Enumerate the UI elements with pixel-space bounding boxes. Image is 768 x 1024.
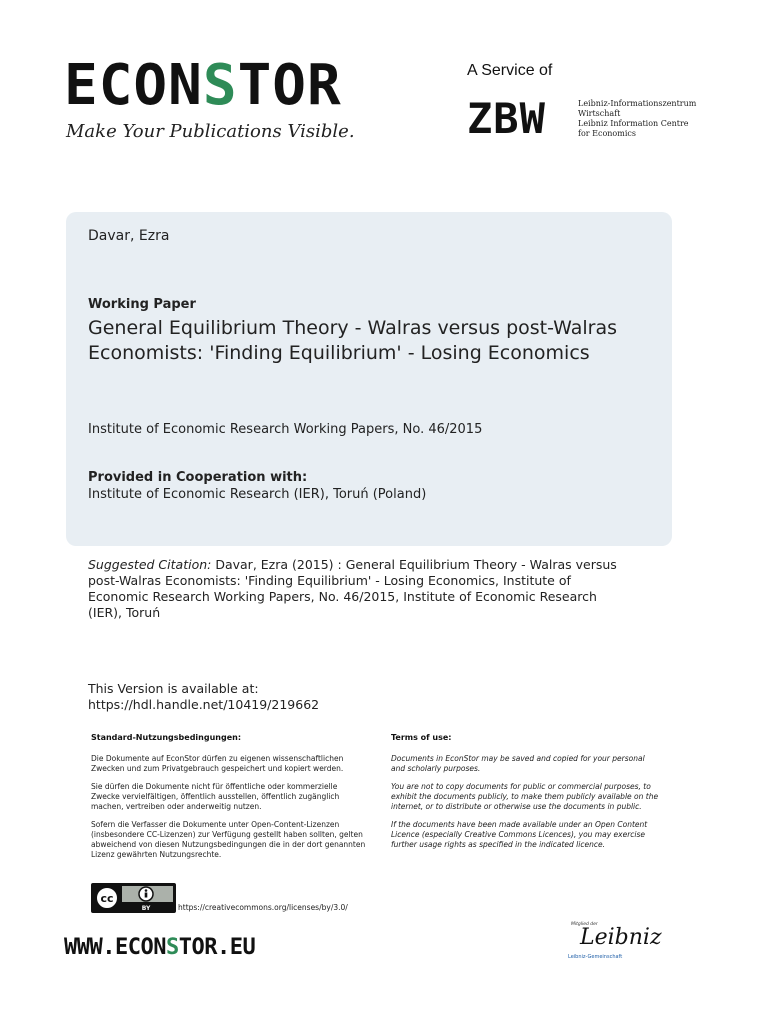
- handle-link[interactable]: https://hdl.handle.net/10419/219662: [88, 697, 320, 712]
- document-type: Working Paper: [88, 297, 196, 312]
- leibniz-gemeinschaft-label: Leibniz-Gemeinschaft: [568, 954, 623, 960]
- cc-text: cc: [100, 892, 114, 905]
- series-info: Institute of Economic Research Working Papers, No. 46/2015: [88, 422, 483, 437]
- econstor-logo[interactable]: [64, 53, 342, 118]
- logo-text-1: ECON: [64, 53, 203, 118]
- author: Davar, Ezra: [88, 228, 170, 244]
- zbw-line: Wirtschaft: [578, 109, 621, 118]
- terms-en: [391, 733, 661, 858]
- terms-de: [91, 733, 366, 868]
- logo-text-accent: S: [202, 53, 238, 118]
- provided-label: Provided in Cooperation with:: [88, 470, 308, 485]
- citation-label: Suggested Citation:: [88, 557, 212, 572]
- paper-title: General Equilibrium Theory - Walras versus post-Walras Economists: 'Finding Equilibrium' - Losing Economics: [88, 317, 618, 364]
- citation-text: Davar, Ezra (2015) : General Equilibrium Theory - Walras versus post-Walras Economists: 'Finding Equilibrium' - Losing Economics, Institute of Economic Research Working Papers, No. 46/2015, Institute of Economic Research (IER), Toruń: [88, 557, 617, 620]
- footer-url-1: WWW.ECON: [64, 935, 166, 960]
- terms-de-paragraph: Sie dürfen die Dokumente nicht für öffentliche oder kommerzielle Zwecke vervielfältigen, öffentlich ausstellen, öffentlich zugänglich machen, vertreiben oder anderweitig nutzen.: [91, 782, 340, 811]
- zbw-line: Leibniz Information Centre: [578, 119, 689, 128]
- zbw-line: for Economics: [578, 129, 636, 138]
- version-label: This Version is available at:: [88, 681, 259, 696]
- cc-by-badge[interactable]: [91, 883, 176, 913]
- license-link[interactable]: https://creativecommons.org/licenses/by/3.0/: [178, 903, 348, 912]
- zbw-logo[interactable]: ZBW: [467, 94, 546, 143]
- slogan: Make Your Publications Visible.: [66, 121, 355, 142]
- zbw-line: Leibniz-Informationszentrum: [578, 99, 697, 108]
- leibniz-logo: Leibniz: [580, 925, 662, 950]
- terms-en-paragraph: You are not to copy documents for public or commercial purposes, to exhibit the documents publicly, to make them publicly available on the internet, or to distribute or otherwise use the documents in public.: [391, 782, 659, 811]
- terms-de-heading: Standard-Nutzungsbedingungen:: [91, 733, 242, 742]
- service-label: A Service of: [467, 62, 553, 79]
- cc-by-icon: [92, 884, 175, 912]
- by-text: BY: [141, 905, 151, 912]
- footer-url-2: TOR.EU: [178, 935, 256, 960]
- provided-institution: Institute of Economic Research (IER), Toruń (Poland): [88, 487, 427, 502]
- terms-en-paragraph: If the documents have been made available under an Open Content Licence (especially Creative Commons Licences), you may exercise further usage rights as specified in the indicated licence.: [391, 820, 648, 849]
- terms-de-paragraph: Sofern die Verfasser die Dokumente unter Open-Content-Lizenzen (insbesondere CC-Lizenzen) zur Verfügung gestellt haben sollten, gelten abweichend von diesen Nutzungsbedingungen die in der dort genannten Lizenz gewährten Nutzungsrechte.: [91, 820, 366, 859]
- logo-text-2: TOR: [237, 53, 342, 118]
- suggested-citation: [88, 557, 628, 621]
- terms-en-paragraph: Documents in EconStor may be saved and copied for your personal and scholarly purposes.: [391, 754, 645, 773]
- terms-en-heading: Terms of use:: [391, 733, 452, 742]
- footer-url-accent: S: [165, 935, 179, 960]
- leibniz-member-label: Mitglied der: [571, 922, 598, 927]
- zbw-name: [578, 99, 696, 139]
- econstor-url[interactable]: [64, 935, 255, 960]
- terms-de-paragraph: Die Dokumente auf EconStor dürfen zu eigenen wissenschaftlichen Zwecken und zum Privatgebrauch gespeichert und kopiert werden.: [91, 754, 344, 773]
